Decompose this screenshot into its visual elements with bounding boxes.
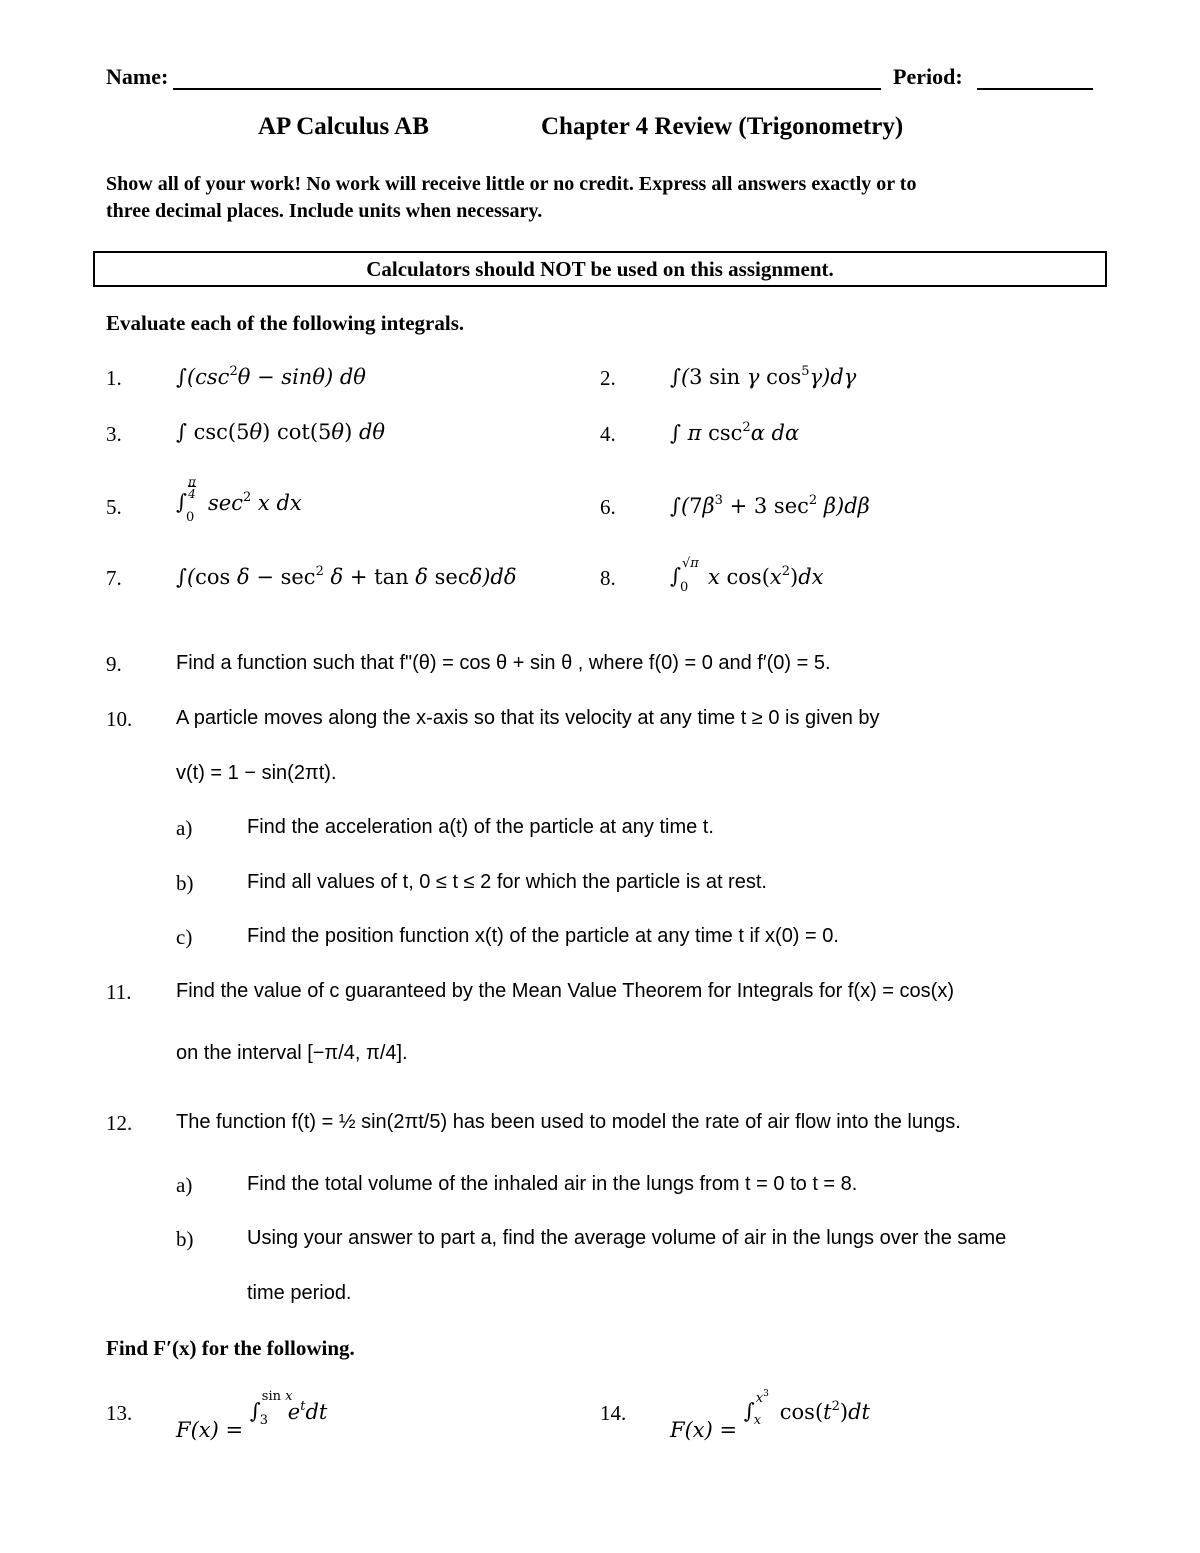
problem-9-number: 9.: [106, 652, 122, 676]
problem-1-number: 1.: [106, 366, 122, 390]
problem-6-expression: $\int(7\beta^3 + 3$ $\sec^2 \beta)d\beta$: [670, 493, 870, 518]
problem-2-expression: ∫(3 sin γ $\cos^5\gamma)d\gamma$: [670, 364, 857, 389]
problem-14-number: 14.: [600, 1401, 627, 1425]
problem-10a-text: Find the acceleration a(t) of the particle at any time t.: [247, 816, 714, 838]
course-title: AP Calculus AB: [258, 113, 429, 140]
period-label: Period:: [893, 64, 963, 89]
calculator-notice-box: [93, 251, 1107, 287]
problem-3-number: 3.: [106, 422, 122, 446]
problem-9-text: Find a function such that f"(θ) = cos θ + sin θ , where f(0) = 0 and f′(0) = 5.: [176, 652, 831, 674]
instructions-line-2: three decimal places. Include units when necessary.: [106, 200, 543, 222]
problem-8-expression: ∫ √π 0 x $\cos(x^2)dx$: [670, 556, 824, 595]
problem-12-number: 12.: [106, 1111, 133, 1135]
problem-11-line-1: Find the value of c guaranteed by the Mean Value Theorem for Integrals for f(x) = cos(x): [176, 980, 954, 1002]
problem-8-number: 8.: [600, 566, 616, 590]
name-label: Name:: [106, 64, 169, 89]
problem-10b-text: Find all values of t, 0 ≤ t ≤ 2 for which the particle is at rest.: [247, 871, 767, 893]
problem-2-number: 2.: [600, 366, 616, 390]
problem-10c-label: c): [176, 925, 193, 949]
problem-7-number: 7.: [106, 566, 122, 590]
problem-5-expression: ∫ π 4 0 $\sec^2 x$ dx: [176, 475, 302, 525]
name-field[interactable]: [173, 88, 881, 90]
period-field[interactable]: [977, 88, 1093, 90]
section-heading-integrals: Evaluate each of the following integrals.: [106, 311, 465, 335]
problem-11-line-2: on the interval [−π/4, π/4].: [176, 1042, 408, 1064]
section-heading-derivatives: Find F′(x) for the following.: [106, 1336, 355, 1360]
problem-6-number: 6.: [600, 495, 616, 519]
problem-14-expression: F(x) = ∫ $x^3$ x $\cos(t^2)dt$: [670, 1389, 870, 1442]
problem-13-expression: F(x) = ∫ sin x 3 $e^tdt$: [176, 1389, 328, 1442]
problem-4-number: 4.: [600, 422, 616, 446]
problem-10a-label: a): [176, 816, 193, 840]
problem-10c-text: Find the position function x(t) of the particle at any time t if x(0) = 0.: [247, 925, 839, 947]
problem-5-number: 5.: [106, 495, 122, 519]
calculator-notice: Calculators should NOT be used on this assignment.: [366, 257, 834, 281]
problem-12a-text: Find the total volume of the inhaled air in the lungs from t = 0 to t = 8.: [247, 1173, 858, 1195]
problem-10-number: 10.: [106, 707, 133, 731]
chapter-title: Chapter 4 Review (Trigonometry): [541, 113, 904, 140]
problem-12b-label: b): [176, 1227, 194, 1251]
problem-7-expression: ∫(cos $\delta - \sec^2 \delta + \tan \delta$ secδ)dδ: [176, 564, 517, 589]
problem-3-expression: ∫ csc(5θ) cot(5θ) dθ: [176, 420, 386, 444]
problem-12b-text-2: time period.: [247, 1282, 352, 1304]
problem-12-line-1: The function f(t) = ½ sin(2πt/5) has been used to model the rate of air flow into the lungs.: [176, 1111, 961, 1133]
problem-12a-label: a): [176, 1173, 193, 1197]
problem-10-line-2: v(t) = 1 − sin(2πt).: [176, 762, 337, 784]
problem-13-number: 13.: [106, 1401, 133, 1425]
problem-10-line-1: A particle moves along the x-axis so that its velocity at any time t ≥ 0 is given by: [176, 707, 880, 729]
problem-4-expression: ∫ π $\csc^2\alpha$ dα: [670, 420, 800, 445]
instructions-line-1: Show all of your work! No work will receive little or no credit. Express all answers exactly or to: [106, 173, 917, 195]
problem-10b-label: b): [176, 871, 194, 895]
problem-12b-text-1: Using your answer to part a, find the average volume of air in the lungs over the same: [247, 1227, 1007, 1249]
problem-11-number: 11.: [106, 980, 132, 1004]
problem-1-expression: $\int(\csc^2\theta - \sin\theta)$ dθ: [176, 364, 366, 389]
